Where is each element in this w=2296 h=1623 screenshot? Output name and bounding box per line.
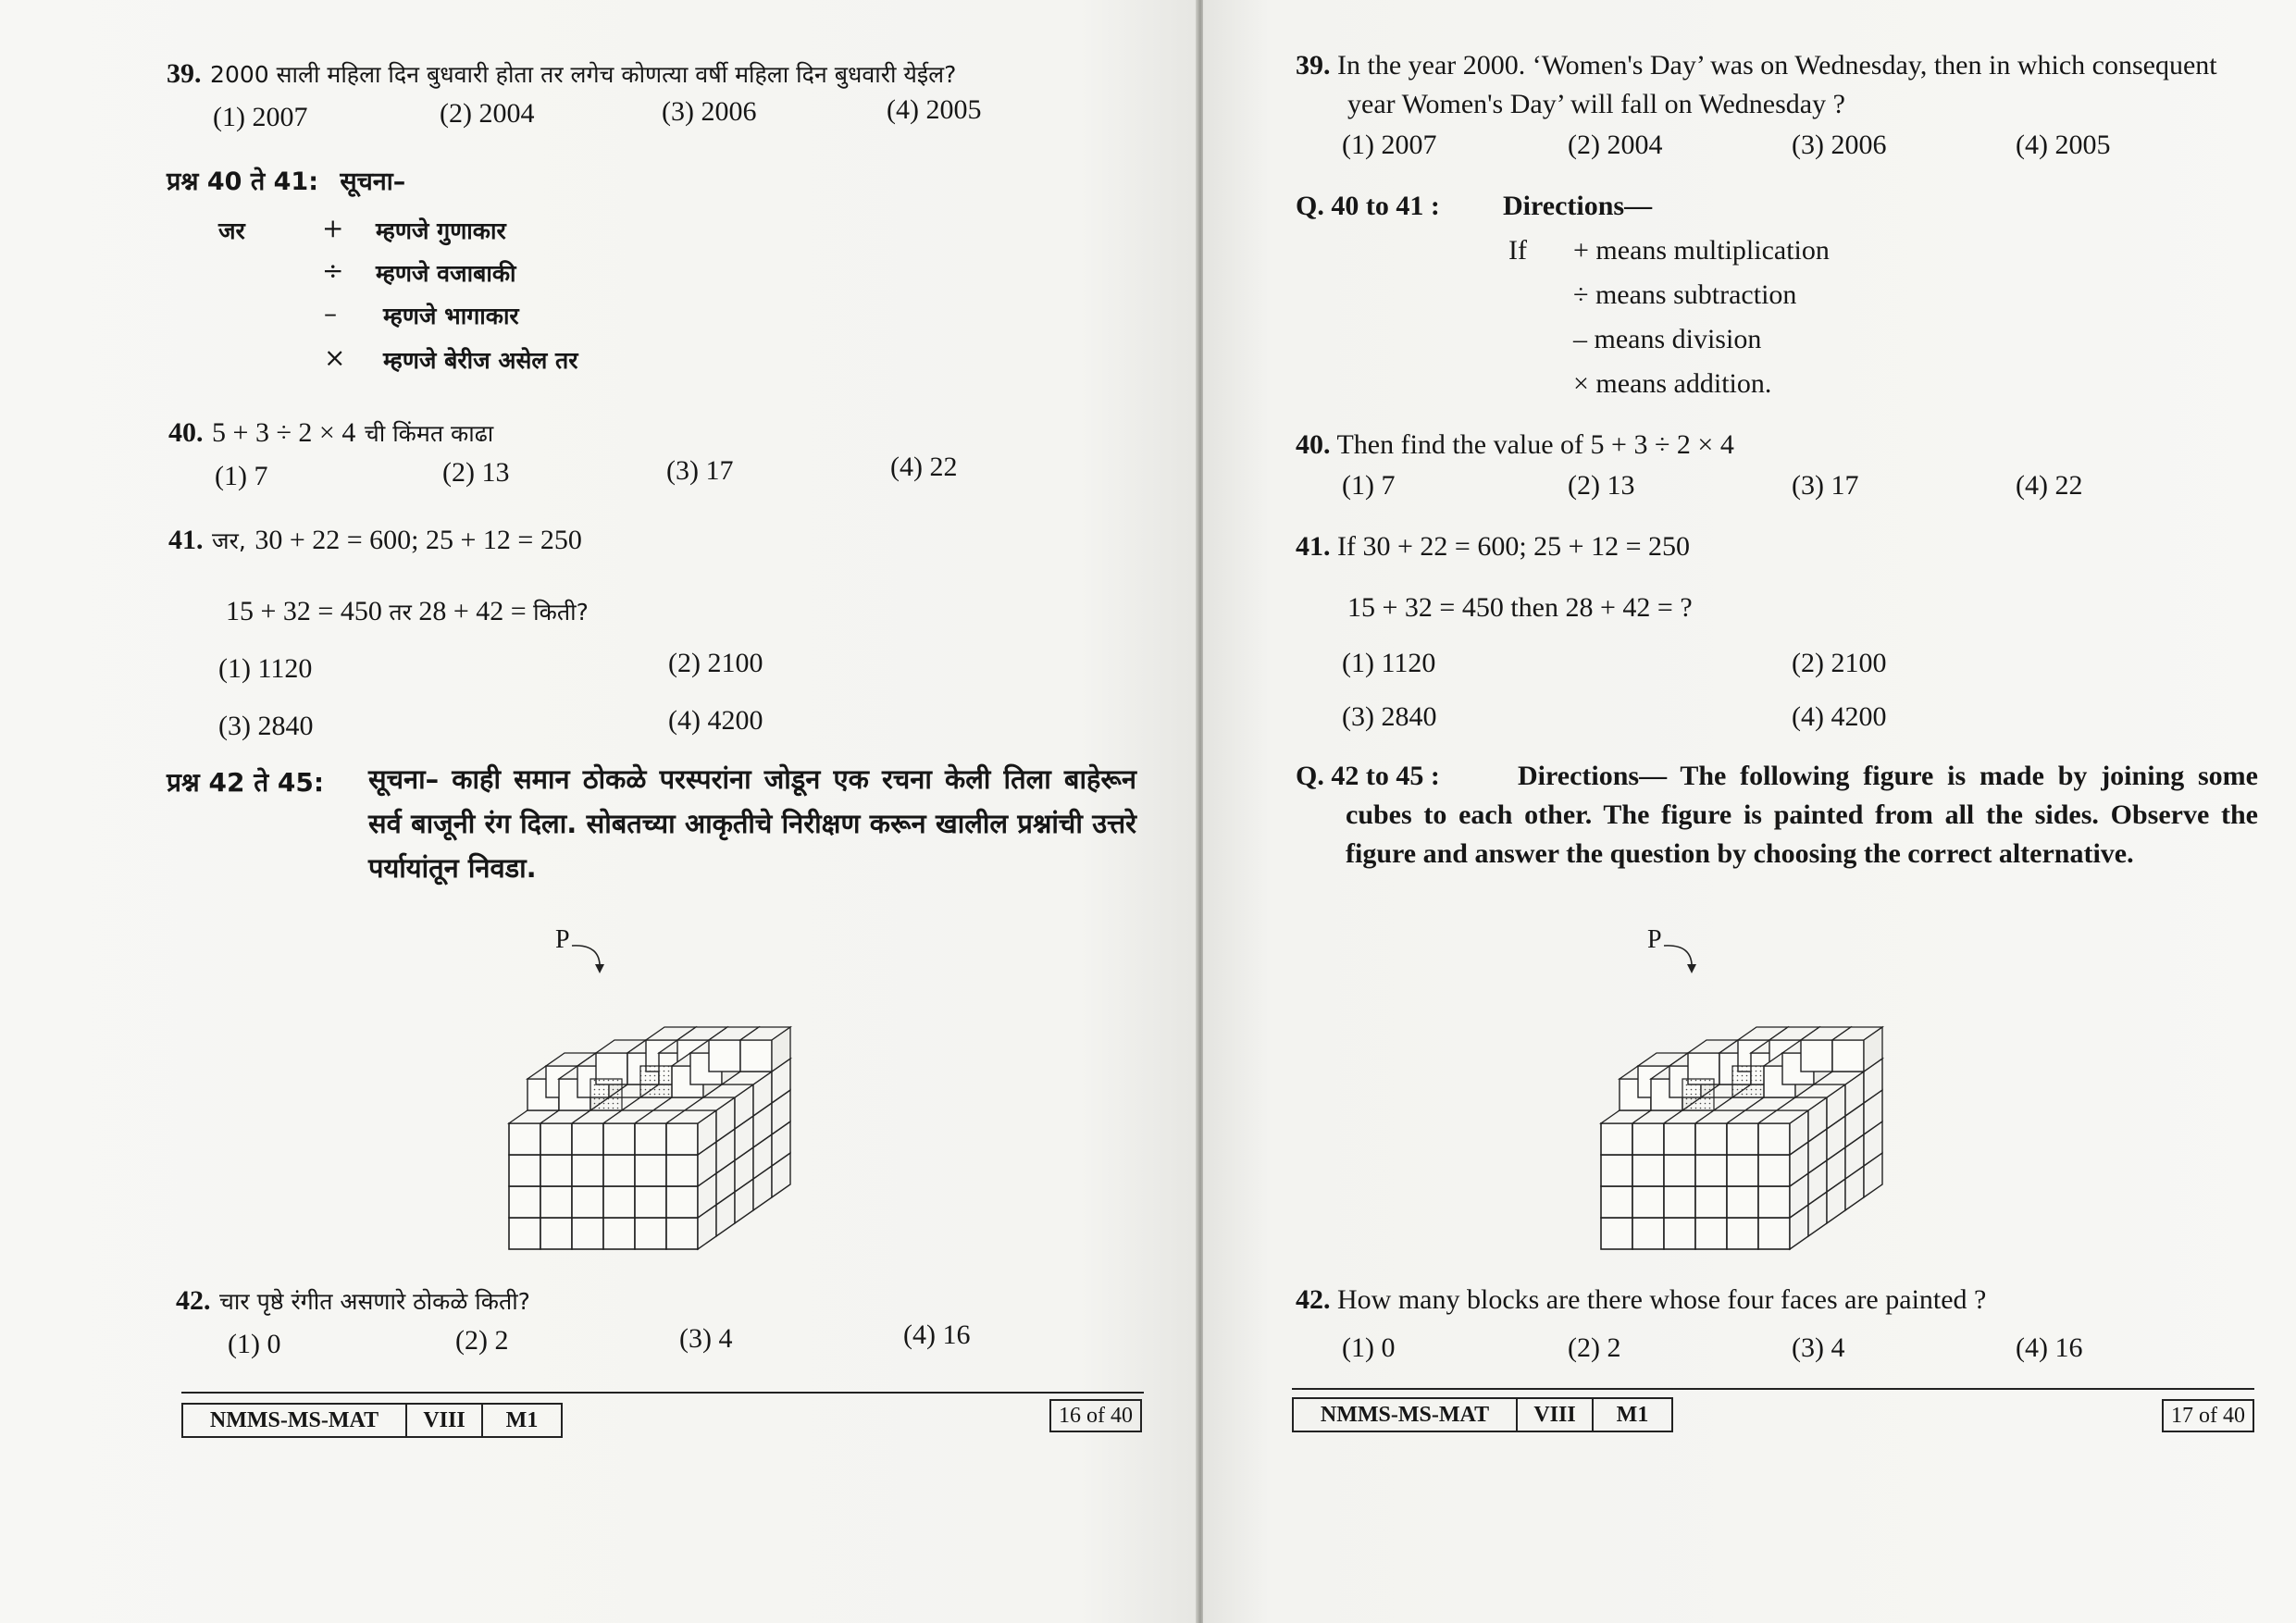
symbol: – [324, 298, 337, 328]
question-text: How many blocks are there whose four faces are painted ? [1337, 1284, 1987, 1315]
footer-code-box [1292, 1397, 1673, 1432]
directions-row: – means division [1573, 324, 1762, 354]
option[interactable]: (3) 4 [1792, 1332, 1845, 1363]
question-number: 42. [176, 1285, 211, 1316]
option[interactable]: (1) 7 [1342, 470, 1396, 501]
option[interactable]: (1) 0 [1342, 1332, 1396, 1363]
question-41 [168, 524, 582, 556]
footer-rule [1292, 1388, 2254, 1390]
equation: 15 + 32 = 450 [226, 596, 382, 626]
question-text: 2000 साली महिला दिन बुधवारी होता तर लगेच कोणत्या वर्षी महिला दिन बुधवारी येईल? [210, 61, 957, 88]
question-40 [1296, 429, 1734, 461]
option[interactable]: (2) 2004 [440, 98, 535, 129]
option[interactable]: (3) 2006 [1792, 130, 1887, 160]
directions-42-45-title: Q. 42 to 45 : [1296, 761, 1440, 791]
option[interactable]: (4) 4200 [1792, 701, 1887, 732]
option[interactable]: (4) 2005 [887, 94, 982, 125]
option[interactable]: (2) 2 [455, 1325, 509, 1356]
question-42 [1296, 1284, 1986, 1316]
option[interactable]: (4) 16 [903, 1319, 971, 1350]
directions-label: Directions— [1503, 191, 1653, 221]
option[interactable]: (3) 2840 [1342, 701, 1437, 732]
cube-figure [1582, 916, 1990, 1258]
directions-row: म्हणजे भागाकार [383, 303, 519, 329]
exam-code: NMMS-MS-MAT [1294, 1399, 1518, 1431]
right-page [1203, 0, 2296, 1623]
option[interactable]: (2) 2 [1568, 1332, 1621, 1363]
question-text: ची किंमत काढा [364, 420, 494, 447]
question-number: 40. [1296, 429, 1331, 460]
set-code: M1 [1616, 1402, 1649, 1427]
option[interactable]: (3) 2840 [218, 711, 314, 741]
option[interactable]: (2) 13 [442, 457, 510, 488]
question-39 [1296, 50, 2217, 81]
directions-label: सूचना– [340, 167, 406, 196]
equation: 28 + 42 = [418, 596, 527, 626]
symbol: + [322, 213, 344, 243]
question-number: 41. [168, 525, 204, 555]
question-number: 42. [1296, 1284, 1331, 1315]
figure-label-p: P [555, 925, 570, 954]
directions-row: + means multiplication [1573, 235, 1830, 266]
question-text: Then find the value of 5 + 3 ÷ 2 × 4 [1336, 429, 1734, 460]
page-number: 16 of 40 [1049, 1399, 1142, 1432]
equation-line-2: 15 + 32 = 450 then 28 + 42 = ? [1347, 592, 1693, 623]
set-code: M1 [505, 1407, 539, 1432]
expression: 5 + 3 ÷ 2 × 4 [212, 417, 356, 448]
option[interactable]: (1) 2007 [1342, 130, 1437, 160]
option[interactable]: (1) 0 [228, 1329, 281, 1359]
word: तर [389, 599, 412, 626]
directions-row: ÷ means subtraction [1573, 279, 1797, 310]
equation-line: 30 + 22 = 600; 25 + 12 = 250 [254, 525, 582, 555]
symbol: ÷ [322, 255, 344, 286]
option[interactable]: (3) 17 [666, 455, 734, 486]
question-41 [1296, 531, 1690, 563]
if-label: If [1508, 235, 1527, 266]
option[interactable]: (1) 2007 [213, 102, 308, 132]
directions-row: × means addition. [1573, 368, 1772, 399]
symbol: × [324, 342, 346, 373]
figure-label-p: P [1647, 925, 1662, 954]
question-number: 41. [1296, 531, 1331, 562]
question-text: चार पृष्ठे रंगीत असणारे ठोकळे किती? [219, 1288, 530, 1315]
directions-40-41 [167, 163, 405, 197]
directions-row: म्हणजे बेरीज असेल तर [383, 347, 578, 374]
option[interactable]: (3) 4 [679, 1323, 733, 1354]
option[interactable]: (1) 1120 [1342, 648, 1436, 678]
directions-42-45-text: सूचना– काही समान ठोकळे परस्परांना जोडून एक रचना केली तिला बाहेरून सर्व बाजूनी रंग दिला. सोबतच्या आकृतीचे निरीक्षण करून खालील प्रश्नांची उत्तरे पर्यायांतून निवडा. [368, 763, 1136, 884]
option[interactable]: (2) 2100 [668, 648, 763, 678]
footer-rule [181, 1392, 1144, 1394]
option[interactable]: (1) 7 [215, 461, 268, 491]
option[interactable]: (4) 4200 [668, 705, 763, 736]
equation-line-2 [226, 596, 589, 627]
option[interactable]: (3) 17 [1792, 470, 1859, 501]
directions-title: Q. 40 to 41 : [1296, 191, 1440, 221]
equation-line: If 30 + 22 = 600; 25 + 12 = 250 [1337, 531, 1690, 562]
option[interactable]: (4) 22 [890, 452, 958, 482]
directions-title: प्रश्न 40 ते 41: [167, 167, 318, 196]
question-number: 39. [167, 58, 202, 89]
word: किती? [533, 599, 589, 626]
question-text-line2: year Women's Day’ will fall on Wednesday ? [1347, 89, 1845, 119]
question-text: In the year 2000. ‘Women's Day’ was on Wednesday, then in which consequent [1337, 50, 2217, 81]
option[interactable]: (2) 2100 [1792, 648, 1887, 678]
question-40 [168, 416, 493, 449]
page-number: 17 of 40 [2162, 1399, 2254, 1432]
footer-code-box [181, 1403, 563, 1438]
cube-figure [490, 916, 898, 1258]
directions-row: म्हणजे वजाबाकी [376, 260, 516, 287]
directions-42-45-text: Directions— The following figure is made by joining some cubes to each other. The figure is painted from all the sides. Observe the figure and answer the question by choosing the correct alternative. [1346, 761, 2258, 869]
standard: VIII [407, 1405, 483, 1436]
option[interactable]: (4) 2005 [2016, 130, 2111, 160]
question-number: 40. [168, 417, 204, 448]
question-39 [167, 57, 956, 90]
option[interactable]: (1) 1120 [218, 653, 313, 684]
option[interactable]: (4) 22 [2016, 470, 2083, 501]
question-number: 39. [1296, 50, 1331, 81]
option[interactable]: (2) 13 [1568, 470, 1635, 501]
option[interactable]: (3) 2006 [662, 96, 757, 127]
exam-code: NMMS-MS-MAT [183, 1405, 407, 1436]
standard: VIII [1518, 1399, 1594, 1431]
directions-row: म्हणजे गुणाकार [376, 217, 506, 244]
option[interactable]: (2) 2004 [1568, 130, 1663, 160]
question-42 [176, 1284, 530, 1317]
option[interactable]: (4) 16 [2016, 1332, 2083, 1363]
jar-label: जर [218, 217, 245, 244]
lead-word: जर, [212, 527, 246, 554]
directions-42-45-title: प्रश्न 42 ते 45: [167, 767, 325, 798]
